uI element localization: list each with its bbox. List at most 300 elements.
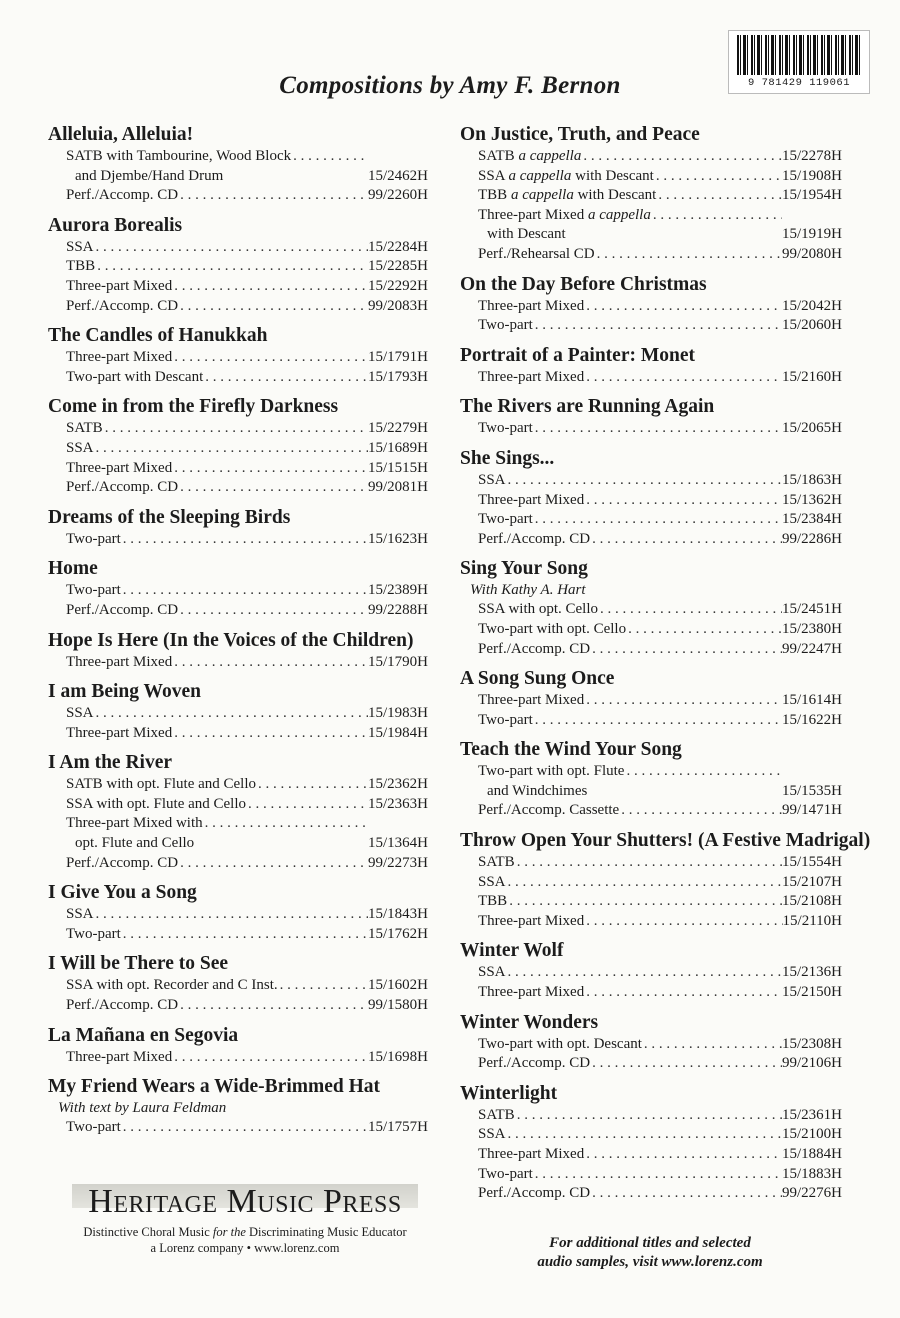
- edition-label-line: SATB with opt. Flute and Cello: [66, 776, 257, 793]
- dot-leader: [533, 510, 782, 530]
- left-column: [48, 122, 428, 1145]
- dot-leader: [94, 439, 368, 459]
- dot-leader: [178, 996, 368, 1016]
- edition-label-line: SATB with Tambourine, Wood Block: [66, 148, 292, 164]
- work-entry: [48, 679, 428, 743]
- edition-row: [460, 963, 842, 983]
- edition-label: [66, 238, 94, 258]
- edition-row: [48, 348, 428, 368]
- edition-label: [66, 795, 246, 815]
- edition-label: [66, 368, 203, 388]
- edition-label: [478, 245, 595, 265]
- edition-label-line: SSA: [478, 964, 506, 981]
- catalog-number: 15/2100H: [782, 1126, 842, 1143]
- edition-label-line: SSA: [66, 238, 94, 255]
- edition-row: [460, 711, 842, 731]
- edition-label-line: TBB a cappella with Descant: [478, 187, 657, 204]
- catalog-number: 15/1791H: [368, 349, 428, 366]
- edition-label-line: with Descant: [487, 226, 566, 243]
- dot-leader: [246, 795, 368, 815]
- dot-leader: [103, 419, 368, 439]
- catalog-number: 15/2107H: [782, 873, 842, 890]
- edition-label-line: Perf./Accomp. CD: [66, 997, 179, 1014]
- catalog-number: 15/1762H: [368, 925, 428, 942]
- work-title: On the Day Before Christmas: [460, 273, 707, 295]
- work-entry: [460, 1010, 842, 1074]
- edition-label: [66, 996, 178, 1016]
- dot-leader: [203, 814, 368, 853]
- work-title: Sing Your Song: [460, 558, 588, 580]
- edition-label: [478, 530, 590, 550]
- edition-label-line: SSA: [66, 439, 94, 456]
- dot-leader: [584, 912, 782, 932]
- edition-label: [478, 912, 584, 932]
- dot-leader: [533, 1165, 782, 1185]
- edition-label-line: Two-part with opt. Flute: [478, 763, 625, 780]
- catalog-number: 15/2060H: [782, 317, 842, 334]
- edition-label: [66, 653, 172, 673]
- edition-label: [66, 186, 178, 206]
- edition-label-line: TBB: [478, 893, 508, 910]
- edition-label: [478, 620, 626, 640]
- edition-label: [478, 206, 651, 245]
- edition-label-line: and Windchimes: [487, 782, 588, 799]
- catalog-number: 15/2363H: [368, 795, 428, 812]
- edition-label: [478, 600, 598, 620]
- dot-leader: [172, 724, 368, 744]
- catalog-number: 15/2160H: [782, 368, 842, 385]
- catalog-number: 15/1515H: [368, 459, 428, 476]
- dot-leader: [590, 640, 782, 660]
- publisher-subline: a Lorenz company • www.lorenz.com: [150, 1241, 340, 1255]
- catalog-number: 15/2042H: [782, 297, 842, 314]
- edition-label: [66, 478, 178, 498]
- edition-row: [460, 1145, 842, 1165]
- catalog-number: 15/2451H: [782, 601, 842, 618]
- edition-label-line: Two-part with opt. Cello: [478, 620, 627, 637]
- edition-label: [66, 775, 256, 795]
- edition-label: [478, 873, 506, 893]
- edition-row: [48, 238, 428, 258]
- edition-label-line: Three-part Mixed: [478, 1146, 585, 1162]
- edition-label-line: Perf./Rehearsal CD: [478, 245, 595, 262]
- edition-label: [66, 925, 121, 945]
- dot-leader: [94, 905, 368, 925]
- dot-leader: [584, 983, 782, 1003]
- edition-label: [478, 510, 533, 530]
- edition-label: [66, 976, 278, 996]
- edition-row: [48, 814, 428, 853]
- dot-leader: [581, 147, 782, 167]
- catalog-number: 15/2389H: [368, 582, 428, 599]
- work-entry: [460, 394, 842, 439]
- edition-label-line: Two-part with Descant: [66, 368, 204, 385]
- dot-leader: [178, 601, 368, 621]
- edition-row: [460, 167, 842, 187]
- catalog-number: 15/1554H: [782, 854, 842, 871]
- edition-label: [478, 1125, 506, 1145]
- work-title: My Friend Wears a Wide-Brimmed Hat: [48, 1076, 381, 1098]
- right-column: [460, 122, 871, 1211]
- edition-row: [48, 724, 428, 744]
- catalog-number: 99/2106H: [782, 1055, 842, 1072]
- edition-label-line: Two-part: [478, 420, 533, 437]
- edition-row: [460, 297, 842, 317]
- edition-row: [48, 1118, 428, 1138]
- work-entry: [48, 880, 428, 944]
- edition-label-line: SSA: [478, 873, 506, 890]
- work-entry: [460, 938, 842, 1002]
- edition-label: [478, 1035, 642, 1055]
- edition-label: [478, 419, 533, 439]
- catalog-number: 15/1863H: [782, 471, 842, 488]
- work-title: Teach the Wind Your Song: [460, 739, 682, 761]
- work-title: Come in from the Firefly Darkness: [48, 396, 339, 418]
- catalog-number: 15/2380H: [782, 620, 842, 637]
- edition-label: [478, 167, 654, 187]
- work-entry: [460, 737, 842, 821]
- edition-row: [48, 419, 428, 439]
- edition-label-line: Two-part: [66, 1119, 121, 1136]
- catalog-number: 15/2284H: [368, 238, 428, 255]
- work-entry: [48, 628, 428, 673]
- edition-label: [478, 491, 584, 511]
- dot-leader: [178, 854, 368, 874]
- dot-leader: [203, 368, 368, 388]
- dot-leader: [626, 620, 782, 640]
- edition-row: [48, 439, 428, 459]
- work-title: The Candles of Hanukkah: [48, 325, 268, 347]
- edition-label: [478, 762, 624, 801]
- work-credit: With text by Laura Feldman: [58, 1100, 227, 1117]
- edition-label: [478, 1165, 533, 1185]
- edition-label-line: Three-part Mixed: [66, 724, 173, 741]
- edition-label-line: Perf./Accomp. Cassette: [478, 802, 620, 819]
- work-credit: With Kathy A. Hart: [470, 582, 586, 599]
- edition-row: [460, 892, 842, 912]
- edition-label-line: SSA with opt. Recorder and C Inst.: [66, 977, 278, 994]
- work-entry: [460, 666, 842, 730]
- edition-row: [460, 1054, 842, 1074]
- dot-leader: [291, 147, 368, 186]
- dot-leader: [619, 801, 782, 821]
- catalog-number: 15/1954H: [782, 187, 842, 204]
- edition-label-line: Perf./Accomp. CD: [66, 297, 179, 314]
- edition-label-line: Three-part Mixed: [66, 653, 173, 670]
- catalog-number: 99/2083H: [368, 297, 428, 314]
- dot-leader: [533, 711, 782, 731]
- dot-leader: [598, 600, 782, 620]
- work-title: Throw Open Your Shutters! (A Festive Madrigal): [460, 830, 871, 852]
- work-entry: [48, 323, 428, 387]
- catalog-number: 15/2110H: [782, 912, 842, 929]
- catalog-number: 99/1471H: [782, 802, 842, 819]
- edition-label: [66, 814, 203, 853]
- catalog-number: 15/2108H: [782, 893, 842, 910]
- dot-leader: [590, 1054, 782, 1074]
- work-entry: [48, 556, 428, 620]
- dot-leader: [584, 491, 782, 511]
- edition-row: [48, 257, 428, 277]
- edition-row: [48, 459, 428, 479]
- edition-label-line: Two-part: [66, 530, 121, 547]
- edition-label-line: Perf./Accomp. CD: [66, 479, 179, 496]
- work-entry: [48, 122, 428, 206]
- publisher-tagline-part1: Distinctive Choral Music: [83, 1225, 210, 1239]
- edition-row: [460, 1035, 842, 1055]
- edition-row: [48, 925, 428, 945]
- edition-row: [460, 691, 842, 711]
- edition-label-line: SATB a cappella: [478, 148, 582, 164]
- catalog-number: 15/1622H: [782, 711, 842, 728]
- dot-leader: [256, 775, 368, 795]
- edition-row: [460, 530, 842, 550]
- edition-row: [48, 530, 428, 550]
- edition-label-line: Three-part Mixed with: [66, 815, 203, 832]
- edition-label: [478, 892, 507, 912]
- dot-leader: [584, 691, 782, 711]
- catalog-number: 15/1757H: [368, 1119, 428, 1136]
- edition-label-line: Perf./Accomp. CD: [66, 187, 179, 204]
- edition-row: [460, 491, 842, 511]
- dot-leader: [624, 762, 782, 801]
- catalog-number: 15/1362H: [782, 491, 842, 508]
- edition-row: [460, 801, 842, 821]
- edition-label-line: SSA: [66, 705, 94, 722]
- catalog-number: 15/1883H: [782, 1165, 842, 1182]
- dot-leader: [172, 459, 368, 479]
- edition-label-line: Two-part: [478, 511, 533, 528]
- edition-label: [478, 186, 656, 206]
- work-entry: [48, 750, 428, 873]
- work-title: Winter Wolf: [460, 940, 564, 962]
- edition-label: [478, 691, 584, 711]
- edition-label: [478, 711, 533, 731]
- catalog-number: 15/1908H: [782, 167, 842, 184]
- catalog-number: 15/2361H: [782, 1106, 842, 1123]
- catalog-number: 15/1983H: [368, 705, 428, 722]
- edition-row: [48, 704, 428, 724]
- edition-label-line: Perf./Accomp. CD: [66, 601, 179, 618]
- edition-row: [460, 1184, 842, 1204]
- edition-label: [66, 147, 291, 186]
- edition-row: [48, 1048, 428, 1068]
- edition-label-line: Three-part Mixed: [66, 349, 173, 366]
- dot-leader: [178, 478, 368, 498]
- work-entry: [460, 446, 842, 549]
- edition-label: [478, 316, 533, 336]
- work-entry: [48, 1023, 428, 1068]
- dot-leader: [278, 976, 368, 996]
- work-entry: [48, 213, 428, 316]
- edition-label-line: SSA: [478, 471, 506, 488]
- dot-leader: [178, 297, 368, 317]
- edition-label: [478, 983, 584, 1003]
- dot-leader: [651, 206, 782, 245]
- edition-label-line: TBB: [66, 258, 96, 275]
- publisher-logo: [52, 1180, 438, 1256]
- dot-leader: [533, 316, 782, 336]
- dot-leader: [172, 348, 368, 368]
- dot-leader: [178, 186, 368, 206]
- work-title: Home: [48, 558, 98, 580]
- catalog-number: 15/2462H: [368, 167, 428, 184]
- catalog-number: 99/2247H: [782, 640, 842, 657]
- work-title: I am Being Woven: [48, 681, 201, 703]
- edition-label: [478, 1145, 584, 1165]
- catalog-number: 15/2308H: [782, 1035, 842, 1052]
- dot-leader: [506, 873, 782, 893]
- catalog-number: 15/1623H: [368, 530, 428, 547]
- work-title: Dreams of the Sleeping Birds: [48, 506, 291, 528]
- edition-label: [478, 147, 581, 167]
- edition-row: [460, 471, 842, 491]
- edition-label-line: Three-part Mixed: [478, 491, 585, 508]
- catalog-number: 15/2278H: [782, 148, 842, 164]
- edition-label: [66, 1118, 121, 1138]
- work-entry: [48, 951, 428, 1015]
- catalog-number: 99/1580H: [368, 997, 428, 1014]
- edition-label: [478, 368, 584, 388]
- catalog-number: 15/1919H: [782, 226, 842, 243]
- dot-leader: [595, 245, 782, 265]
- edition-label: [66, 297, 178, 317]
- work-entry: [48, 1074, 428, 1138]
- dot-leader: [95, 257, 368, 277]
- work-title: She Sings...: [460, 447, 555, 469]
- work-entry: [460, 1081, 842, 1204]
- edition-label-line: Perf./Accomp. CD: [478, 530, 591, 547]
- work-entry: [48, 394, 428, 497]
- edition-row: [48, 976, 428, 996]
- edition-label-line: Two-part: [478, 1165, 533, 1182]
- catalog-number: 15/2279H: [368, 420, 428, 437]
- edition-row: [48, 478, 428, 498]
- dot-leader: [121, 925, 368, 945]
- edition-label: [478, 471, 506, 491]
- edition-row: [460, 1106, 842, 1126]
- edition-label: [66, 348, 172, 368]
- edition-label-line: Three-part Mixed a cappella: [478, 206, 651, 223]
- edition-label: [66, 704, 94, 724]
- edition-row: [460, 853, 842, 873]
- catalog-number: 15/1843H: [368, 906, 428, 923]
- publisher-name: Heritage Music Press: [88, 1183, 402, 1220]
- dot-leader: [94, 704, 368, 724]
- catalog-number: 15/1790H: [368, 653, 428, 670]
- edition-label-line: Three-part Mixed: [66, 459, 173, 476]
- edition-label-line: Three-part Mixed: [478, 692, 585, 709]
- edition-row: [460, 762, 842, 801]
- dot-leader: [584, 1145, 782, 1165]
- dot-leader: [172, 653, 368, 673]
- dot-leader: [590, 530, 782, 550]
- edition-label: [66, 257, 95, 277]
- edition-label-line: SSA: [478, 1126, 506, 1143]
- edition-label-line: SATB: [478, 854, 515, 871]
- dot-leader: [172, 1048, 368, 1068]
- edition-label: [66, 905, 94, 925]
- catalog-number: 15/2150H: [782, 984, 842, 1001]
- edition-label: [478, 1106, 515, 1126]
- dot-leader: [590, 1184, 782, 1204]
- edition-label-line: Two-part: [66, 582, 121, 599]
- work-title: Winter Wonders: [460, 1011, 599, 1033]
- edition-label-line: SATB: [478, 1106, 515, 1123]
- edition-row: [460, 147, 842, 167]
- catalog-number: 99/2286H: [782, 530, 842, 547]
- work-title: The Rivers are Running Again: [460, 396, 715, 418]
- work-title: Portrait of a Painter: Monet: [460, 344, 695, 366]
- catalog-number: 15/1884H: [782, 1146, 842, 1162]
- edition-row: [48, 368, 428, 388]
- work-entry: [460, 828, 871, 931]
- barcode-bars: [737, 35, 861, 75]
- footer-note-line1: For additional titles and selected: [549, 1235, 751, 1251]
- edition-row: [48, 775, 428, 795]
- edition-row: [48, 996, 428, 1016]
- catalog-number: 15/2292H: [368, 277, 428, 294]
- catalog-number: 15/1614H: [782, 692, 842, 709]
- edition-label-line: SSA with opt. Flute and Cello: [66, 795, 247, 812]
- edition-label: [66, 419, 103, 439]
- dot-leader: [506, 471, 782, 491]
- edition-row: [48, 186, 428, 206]
- work-title: I Am the River: [48, 752, 173, 774]
- edition-label: [478, 963, 506, 983]
- edition-label: [478, 853, 515, 873]
- catalog-number: 15/1364H: [368, 835, 428, 852]
- edition-label-line: SSA: [66, 906, 94, 923]
- work-title: A Song Sung Once: [460, 668, 615, 690]
- edition-label-line: and Djembe/Hand Drum: [75, 167, 224, 184]
- catalog-number: 15/2384H: [782, 511, 842, 528]
- edition-label-line: Two-part: [478, 317, 533, 334]
- edition-label: [66, 459, 172, 479]
- edition-label-line: Perf./Accomp. CD: [478, 1055, 591, 1072]
- edition-row: [48, 905, 428, 925]
- edition-row: [460, 419, 842, 439]
- dot-leader: [515, 1106, 782, 1126]
- edition-row: [460, 510, 842, 530]
- catalog-number: 15/2285H: [368, 258, 428, 275]
- edition-row: [460, 316, 842, 336]
- dot-leader: [121, 581, 368, 601]
- edition-label-line: SSA with opt. Cello: [478, 601, 599, 618]
- edition-row: [48, 277, 428, 297]
- edition-label: [66, 601, 178, 621]
- publisher-tagline: [52, 1224, 438, 1240]
- edition-row: [460, 245, 842, 265]
- edition-row: [460, 1165, 842, 1185]
- edition-label-line: Two-part: [478, 711, 533, 728]
- catalog-number: 15/1793H: [368, 368, 428, 385]
- dot-leader: [506, 963, 782, 983]
- edition-label: [66, 439, 94, 459]
- work-title: Hope Is Here (In the Voices of the Children): [48, 629, 414, 651]
- edition-row: [48, 795, 428, 815]
- edition-row: [48, 581, 428, 601]
- dot-leader: [121, 1118, 368, 1138]
- edition-label: [478, 1184, 590, 1204]
- catalog-number: 15/1984H: [368, 724, 428, 741]
- edition-label: [66, 854, 178, 874]
- dot-leader: [515, 853, 782, 873]
- work-entry: [48, 505, 428, 550]
- edition-row: [460, 206, 842, 245]
- catalog-number: 99/2276H: [782, 1185, 842, 1202]
- catalog-number: 99/2260H: [368, 187, 428, 204]
